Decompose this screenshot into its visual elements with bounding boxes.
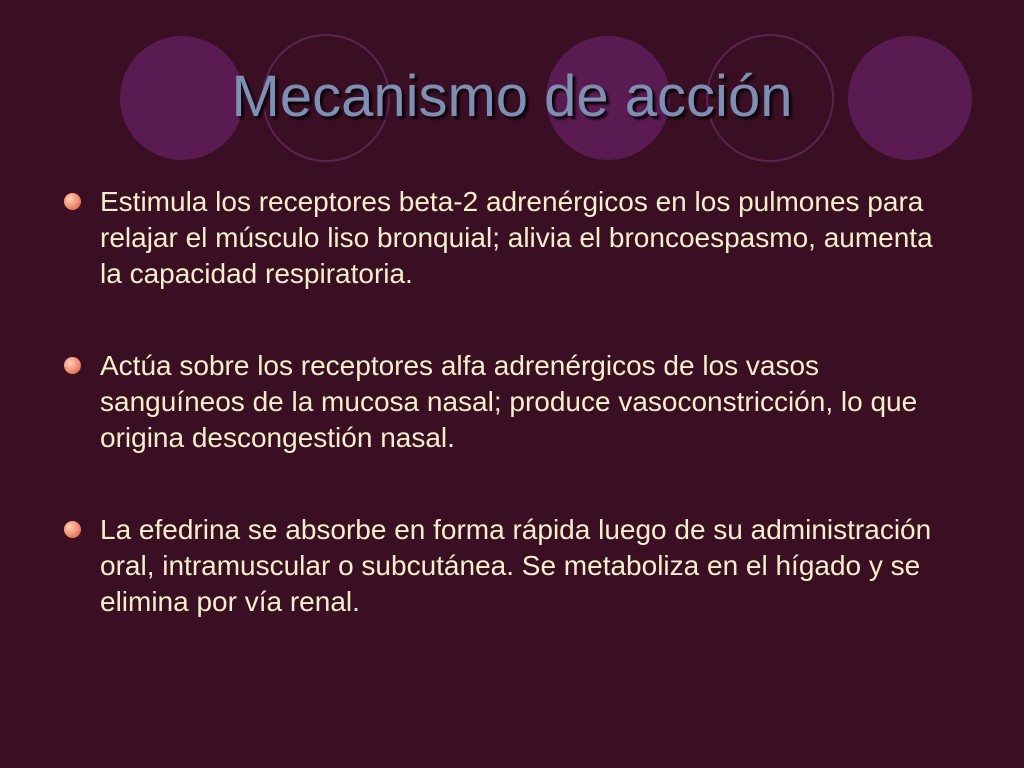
bullet-text: Estimula los receptores beta-2 adrenérgicos en los pulmones para relajar el músculo liso bronquial; alivia el broncoespasmo, aumenta la capacidad respiratoria. [100, 186, 933, 289]
bullet-list [62, 184, 962, 676]
bullet-item [62, 348, 962, 456]
bullet-item [62, 512, 962, 620]
slide-title: Mecanismo de acción [231, 64, 793, 129]
bullet-icon [64, 193, 81, 210]
bullet-text: Actúa sobre los receptores alfa adrenérgicos de los vasos sanguíneos de la mucosa nasal; produce vasoconstricción, lo que origina descongestión nasal. [100, 350, 918, 453]
bullet-icon [64, 521, 81, 538]
bullet-text: La efedrina se absorbe en forma rápida luego de su administración oral, intramuscular o subcutánea. Se metaboliza en el hígado y se elimina por vía renal. [100, 514, 932, 617]
bullet-item [62, 184, 962, 292]
bullet-icon [64, 357, 81, 374]
